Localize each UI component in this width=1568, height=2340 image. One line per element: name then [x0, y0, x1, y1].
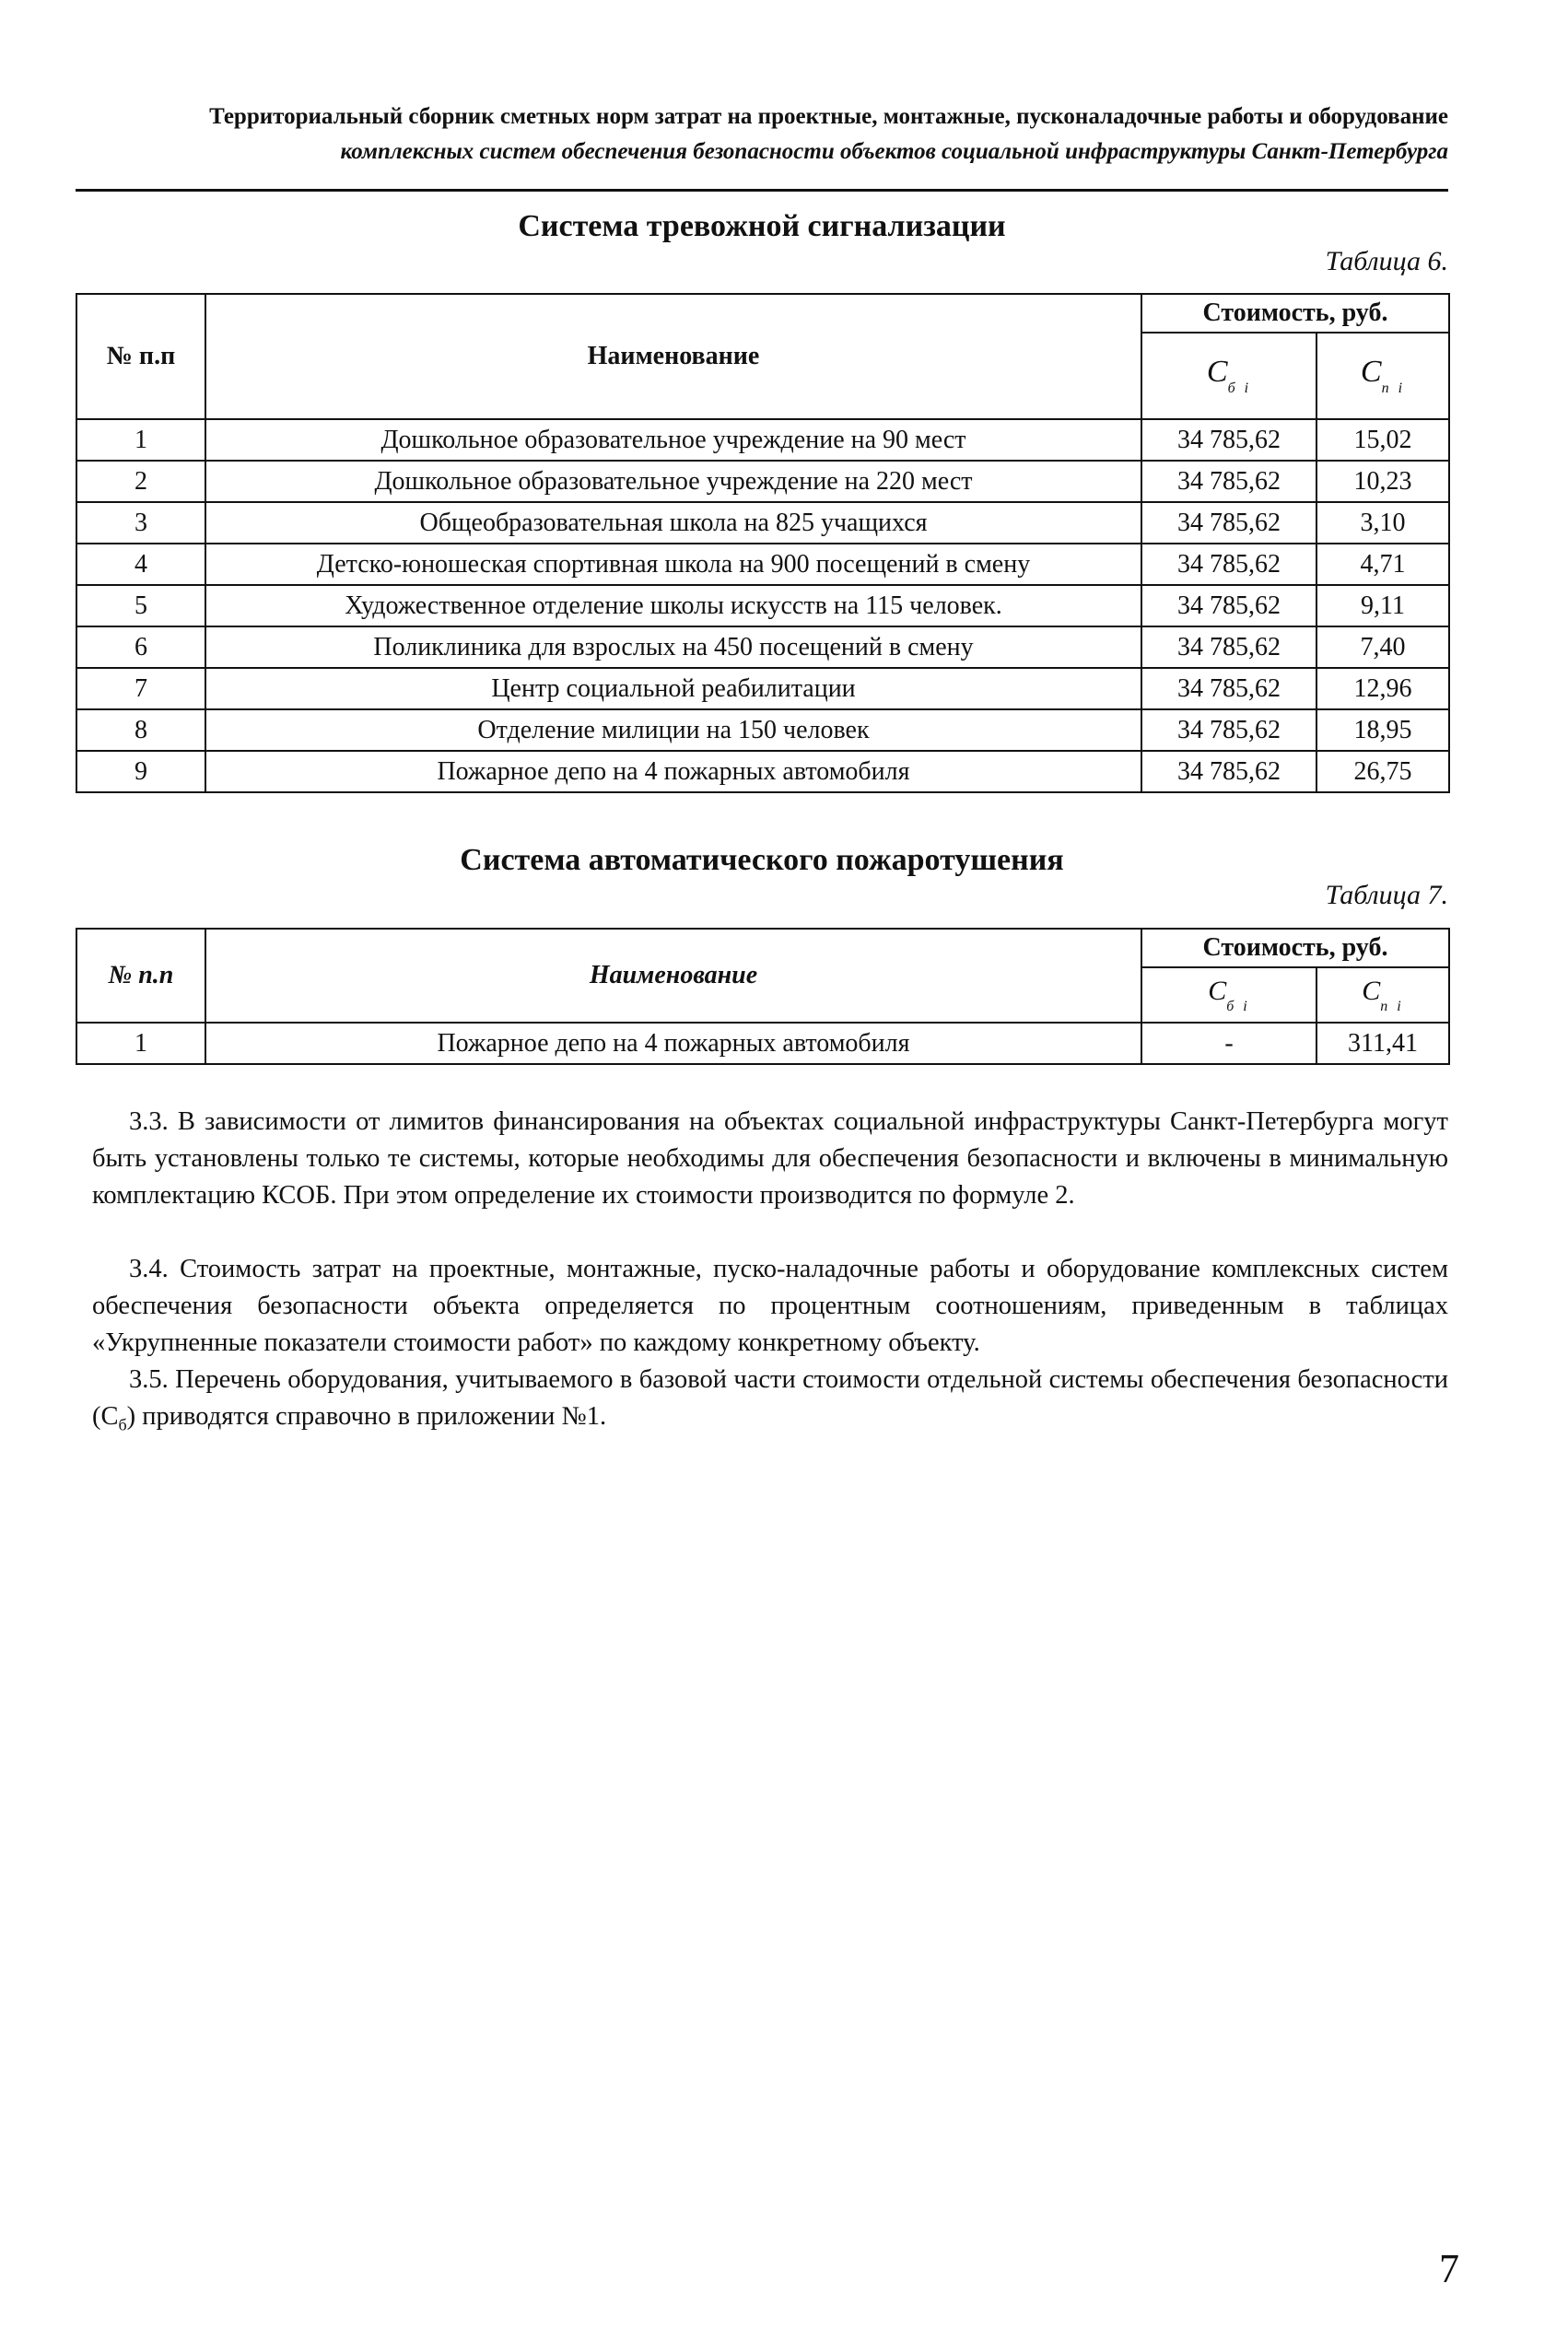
cell-cn: 12,96 [1316, 668, 1449, 709]
cell-cn: 18,95 [1316, 709, 1449, 751]
table-row [76, 502, 1449, 544]
header-line-1: Территориальный сборник сметных норм затрат на проектные, монтажные, пусконаладочные работы и оборудование [209, 104, 1448, 129]
cell-cb: 34 785,62 [1141, 751, 1316, 792]
table-row [76, 751, 1449, 792]
cell-num: 1 [76, 1023, 205, 1064]
col-header-cb: $С_{б i}$ [1141, 967, 1316, 1023]
cell-num: 1 [76, 419, 205, 461]
cell-num: 6 [76, 626, 205, 668]
cell-name: Пожарное депо на 4 пожарных автомобиля [205, 751, 1141, 792]
cell-cb: 34 785,62 [1141, 626, 1316, 668]
col-header-name: Наименование [205, 294, 1141, 419]
cell-name: Отделение милиции на 150 человек [205, 709, 1141, 751]
paragraph-3-5: 3.5. Перечень оборудования, учитываемого в базовой части стоимости отдельной системы обеспечения безопасности $(С_б)$ приводятся справочно в приложении №1. [92, 1365, 1448, 1434]
page-number: 7 [1439, 2246, 1459, 2291]
cell-cn: 15,02 [1316, 419, 1449, 461]
table-row [76, 461, 1449, 502]
cell-num: 8 [76, 709, 205, 751]
cell-num: 4 [76, 544, 205, 585]
cell-num: 5 [76, 585, 205, 626]
table-7 [76, 928, 1450, 1065]
cell-num: 7 [76, 668, 205, 709]
table-row [76, 419, 1449, 461]
table-row [76, 668, 1449, 709]
cell-cn: 7,40 [1316, 626, 1449, 668]
paragraph-3-4: 3.4. Стоимость затрат на проектные, монтажные, пуско-наладочные работы и оборудование комплексных систем обеспечения безопасности объекта определяется по процентным соотношениям, приведенным в таблицах «Укрупненные показатели стоимости работ» по каждому конкретному объекту. [92, 1255, 1448, 1357]
table-row [76, 709, 1449, 751]
cell-cb: 34 785,62 [1141, 544, 1316, 585]
col-header-cn: $С_{п i}$ [1316, 333, 1449, 419]
paragraph-3-3: 3.3. В зависимости от лимитов финансирования на объектах социальной инфраструктуры Санкт-Петербурга могут быть установлены только те системы, которые необходимы для обеспечения безопасности и включены в минимальную комплектацию КСОБ. При этом определение их стоимости производится по формуле 2. [92, 1107, 1448, 1210]
cell-cb: 34 785,62 [1141, 668, 1316, 709]
header-line-2: комплексных систем обеспечения безопасности объектов социальной инфраструктуры Санкт-Петербурга [340, 139, 1448, 164]
table-7-caption: Таблица 7. [1325, 880, 1448, 910]
col-header-cb: $С_{б i}$ [1141, 333, 1316, 419]
cell-name: Поликлиника для взрослых на 450 посещений в смену [205, 626, 1141, 668]
cell-cb: 34 785,62 [1141, 709, 1316, 751]
cell-cn: 311,41 [1316, 1023, 1449, 1064]
col-header-num: № п.п [76, 294, 205, 419]
col-header-cost: Стоимость, руб. [1141, 294, 1449, 333]
section-6-title: Система тревожной сигнализации [518, 209, 1006, 243]
cell-num: 2 [76, 461, 205, 502]
col-header-num: № п.п [76, 929, 205, 1023]
header-divider [76, 189, 1448, 192]
table-row [76, 544, 1449, 585]
cell-cb: 34 785,62 [1141, 419, 1316, 461]
cell-cn: 10,23 [1316, 461, 1449, 502]
col-header-cost: Стоимость, руб. [1141, 929, 1449, 967]
cell-name: Пожарное депо на 4 пожарных автомобиля [205, 1023, 1141, 1064]
cell-name: Дошкольное образовательное учреждение на 220 мест [205, 461, 1141, 502]
cell-cb: - [1141, 1023, 1316, 1064]
table-row [76, 1023, 1449, 1064]
cell-name: Художественное отделение школы искусств на 115 человек. [205, 585, 1141, 626]
cell-name: Детско-юношеская спортивная школа на 900 посещений в смену [205, 544, 1141, 585]
cell-num: 9 [76, 751, 205, 792]
cell-name: Дошкольное образовательное учреждение на 90 мест [205, 419, 1141, 461]
col-header-cn: $С_{п i}$ [1316, 967, 1449, 1023]
cell-name: Центр социальной реабилитации [205, 668, 1141, 709]
cell-cb: 34 785,62 [1141, 502, 1316, 544]
cell-num: 3 [76, 502, 205, 544]
table-row [76, 585, 1449, 626]
cell-cn: 9,11 [1316, 585, 1449, 626]
cell-cn: 4,71 [1316, 544, 1449, 585]
table-6-caption: Таблица 6. [1325, 246, 1448, 276]
cell-cn: 26,75 [1316, 751, 1449, 792]
table-6 [76, 293, 1450, 793]
table-row [76, 626, 1449, 668]
cell-name: Общеобразовательная школа на 825 учащихся [205, 502, 1141, 544]
cell-cn: 3,10 [1316, 502, 1449, 544]
section-7-title: Система автоматического пожаротушения [460, 843, 1064, 877]
cell-cb: 34 785,62 [1141, 461, 1316, 502]
col-header-name: Наименование [205, 929, 1141, 1023]
cell-cb: 34 785,62 [1141, 585, 1316, 626]
running-header [76, 99, 1448, 170]
